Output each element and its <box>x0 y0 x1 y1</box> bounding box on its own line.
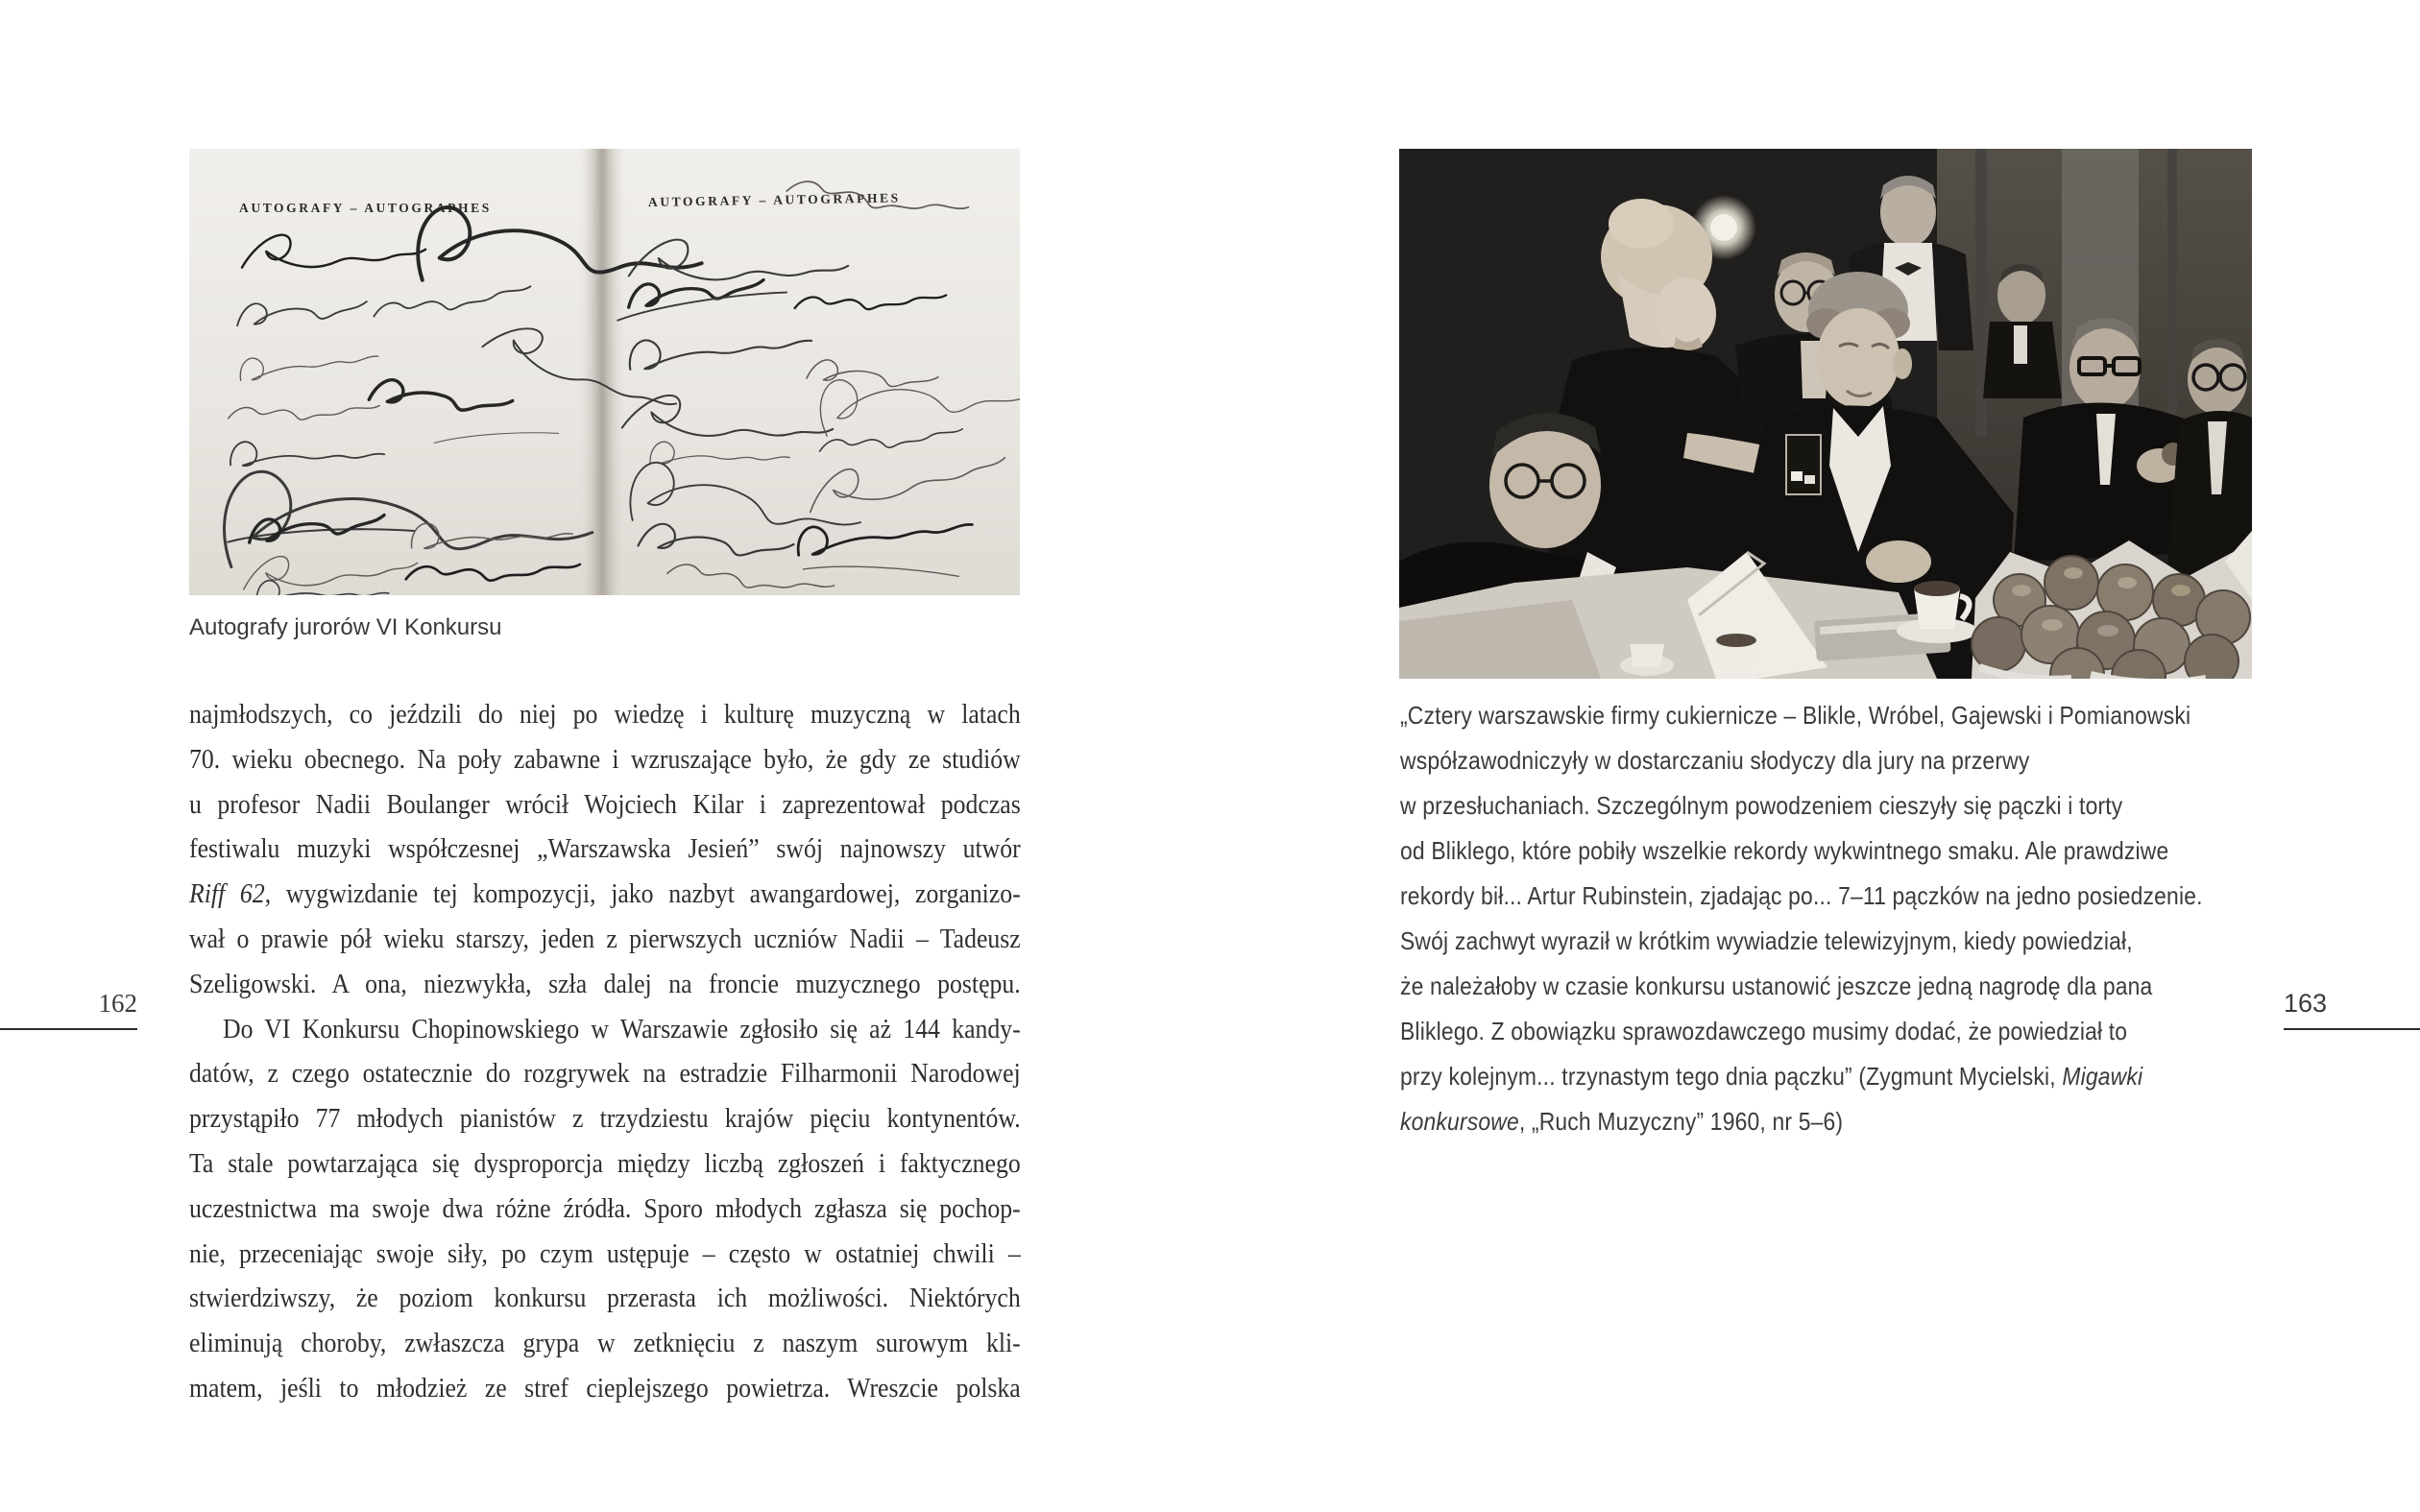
text-line: Szeligowski. A ona, niezwykła, szła dalej na froncie muzycznego postępu. <box>189 969 1021 999</box>
text-line: Bliklego. Z obowiązku sprawozdawczego musimy dodać, że powiedział to <box>1400 1017 2128 1045</box>
folio-rule-right <box>2284 1028 2420 1030</box>
text-line: od Bliklego, które pobiły wszelkie rekordy wykwintnego smaku. Ale prawdziwe <box>1400 836 2169 865</box>
text-line: współzawodniczyły w dostarczaniu słodyczy dla jury na przerwy <box>1400 746 2030 775</box>
text-line: rekordy bił... Artur Rubinstein, zjadając po... 7–11 pączków na jedno posiedzenie. <box>1400 881 2203 910</box>
autographs-image <box>189 149 1020 595</box>
autographs-svg <box>189 149 1020 595</box>
right-page-body-text <box>1400 693 2254 1144</box>
page-number-right: 163 <box>2284 989 2328 1018</box>
text-line: Riff 62, wygwizdanie tej kompozycji, jako nazbyt awangardowej, zorganizo- <box>189 879 1021 910</box>
text-line: nie, przeceniając swoje siły, po czym ustępuje – często w ostatniej chwili – <box>189 1238 1021 1269</box>
sugar-cube <box>1804 475 1815 484</box>
text-line: Swój zachwyt wyraził w krótkim wywiadzie telewizyjnym, kiedy powiedział, <box>1400 926 2133 955</box>
banquet-photo <box>1399 149 2252 679</box>
glass <box>1786 435 1821 494</box>
text-line: festiwalu muzyki współczesnej „Warszawska Jesień” swój najnowszy utwór <box>189 834 1021 865</box>
rubinstein-hand <box>1866 540 1931 583</box>
curtain-stripe <box>2167 149 2177 456</box>
text-line: datów, z czego ostatecznie do rozgrywek na estradzie Filharmonii Narodowej <box>189 1059 1021 1090</box>
text-line: w przesłuchaniach. Szczególnym powodzeniem cieszyły się pączki i torty <box>1400 791 2123 820</box>
autographs-printed-header-left: AUTOGRAFY – AUTOGRAPHES <box>239 201 492 215</box>
small-cup <box>1630 644 1664 667</box>
text-line: konkursowe, „Ruch Muzyczny” 1960, nr 5–6) <box>1400 1107 1844 1136</box>
text-line: uczestnictwa ma swoje dwa różne źródła. Sporo młodych zgłasza się pochop- <box>189 1193 1021 1224</box>
text-line: że należałoby w czasie konkursu ustanowić jeszcze jedną nagrodę dla pana <box>1400 972 2153 1000</box>
camera-flash-core <box>1710 214 1737 241</box>
text-line: przy kolejnym... trzynastym tego dnia pączku” (Zygmunt Mycielski, Migawki <box>1400 1062 2143 1091</box>
banquet-photo-svg <box>1399 149 2252 679</box>
text-line: 70. wieku obecnego. Na poły zabawne i wzruszające było, że gdy ze studiów <box>189 744 1021 775</box>
text-line: eliminują choroby, zwłaszcza grypa w zetknięciu z naszym surowym kli- <box>189 1329 1021 1359</box>
folio-rule-left <box>0 1028 137 1030</box>
left-page-body-text <box>189 693 1021 1412</box>
page-number-left: 162 <box>98 989 137 1018</box>
text-line: u profesor Nadii Boulanger wrócił Wojciech Kilar i zaprezentował podczas <box>189 789 1021 820</box>
text-line: przystąpiło 77 młodych pianistów z trzydziestu krajów pięciu kontynentów. <box>189 1104 1021 1135</box>
sugar-cube <box>1791 471 1803 481</box>
text-line: stwierdziwszy, że poziom konkursu przerasta ich możliwości. Niektórych <box>189 1284 1021 1314</box>
autographs-printed-header-right: AUTOGRAFY – AUTOGRAPHES <box>647 190 901 209</box>
text-line: Ta stale powtarzająca się dysproporcja między liczbą zgłoszeń i faktycznego <box>189 1148 1021 1179</box>
text-line: matem, jeśli to młodzież ze stref cieplejszego powietrza. Wreszcie polska <box>189 1373 1021 1404</box>
text-line: wał o prawie pół wieku starszy, jeden z pierwszych uczniów Nadii – Tadeusz <box>189 924 1021 954</box>
text-line: „Cztery warszawskie firmy cukiernicze – Blikle, Wróbel, Gajewski i Pomianowski <box>1400 701 2191 730</box>
text-line: Do VI Konkursu Chopinowskiego w Warszawie zgłosiło się aż 144 kandy- <box>222 1014 1021 1044</box>
text-line: najmłodszych, co jeździli do niej po wiedzę i kulturę muzyczną w latach <box>189 700 1021 730</box>
figure-caption: Autografy jurorów VI Konkursu <box>189 614 502 640</box>
ear <box>1893 348 1912 379</box>
